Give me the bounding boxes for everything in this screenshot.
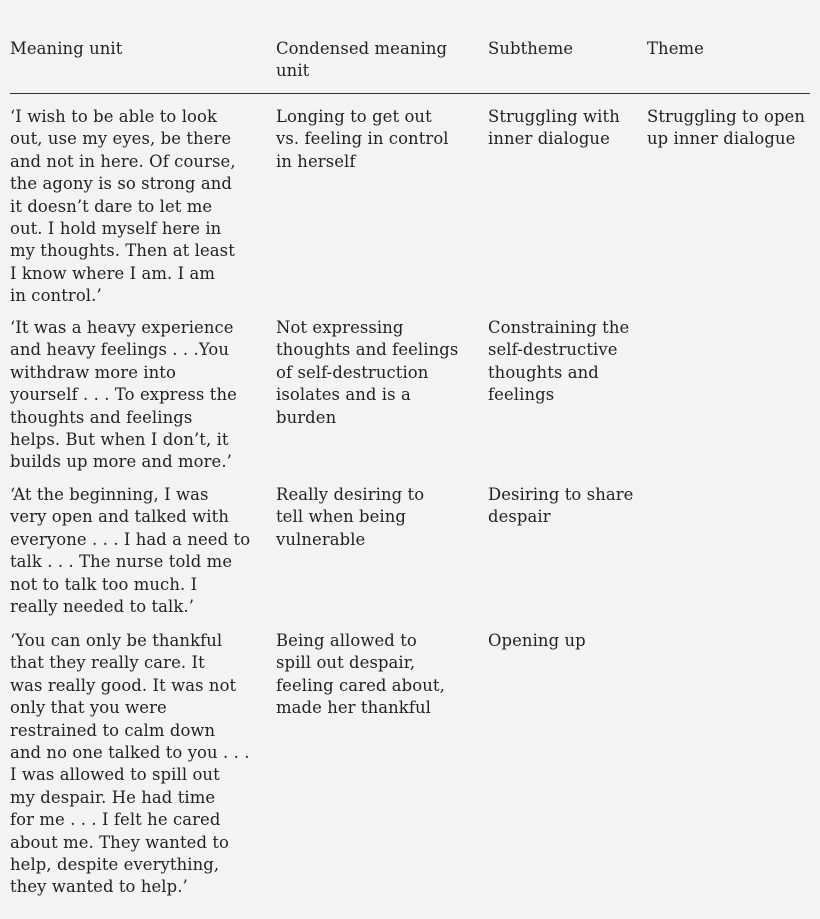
header-condensed-meaning-unit: Condensed meaning unit [276, 39, 448, 81]
condensed-cell: Not expressing thoughts and feelings of self-destruction isolates and is a burden [276, 318, 459, 427]
meaning-unit-cell: ‘At the beginning, I was very open and talked with everyone . . . I had a need to talk . . . The nurse told me not to talk too much. I really needed to talk.’ [10, 485, 251, 617]
subtheme-cell: Struggling with inner dialogue [488, 107, 620, 149]
subtheme-cell: Opening up [488, 631, 586, 650]
header-subtheme: Subtheme [488, 39, 574, 58]
condensed-cell: Being allowed to spill out despair, feeling cared about, made her thankful [276, 631, 445, 718]
condensed-cell: Longing to get out vs. feeling in control in herself [276, 107, 449, 171]
subtheme-cell: Desiring to share despair [488, 485, 634, 527]
theme-cell: Struggling to open up inner dialogue [647, 107, 806, 149]
subtheme-cell: Constraining the self-destructive thoughts and feelings [488, 318, 630, 405]
meaning-unit-cell: ‘It was a heavy experience and heavy feelings . . .You withdraw more into yourself . . . To express the thoughts and feelings helps. But when I don’t, it builds up more and more.’ [10, 318, 237, 472]
condensed-cell: Really desiring to tell when being vulnerable [276, 485, 425, 549]
header-meaning-unit: Meaning unit [10, 39, 123, 58]
meaning-unit-cell: ‘I wish to be able to look out, use my eyes, be there and not in here. Of course, the agony is so strong and it doesn’t dare to let me out. I hold myself here in my thoughts. Then at least I know where I am. I am in control.’ [10, 107, 236, 306]
header-rule [10, 93, 810, 94]
meaning-unit-cell: ‘You can only be thankful that they really care. It was really good. It was not only that you were restrained to calm down and no one talked to you . . . I was allowed to spill out my despair. He had time for me . . . I felt he cared about me. They wanted to help, despite everything, they wanted to help.’ [10, 631, 250, 897]
header-theme: Theme [647, 39, 704, 58]
table-header [0, 38, 820, 93]
